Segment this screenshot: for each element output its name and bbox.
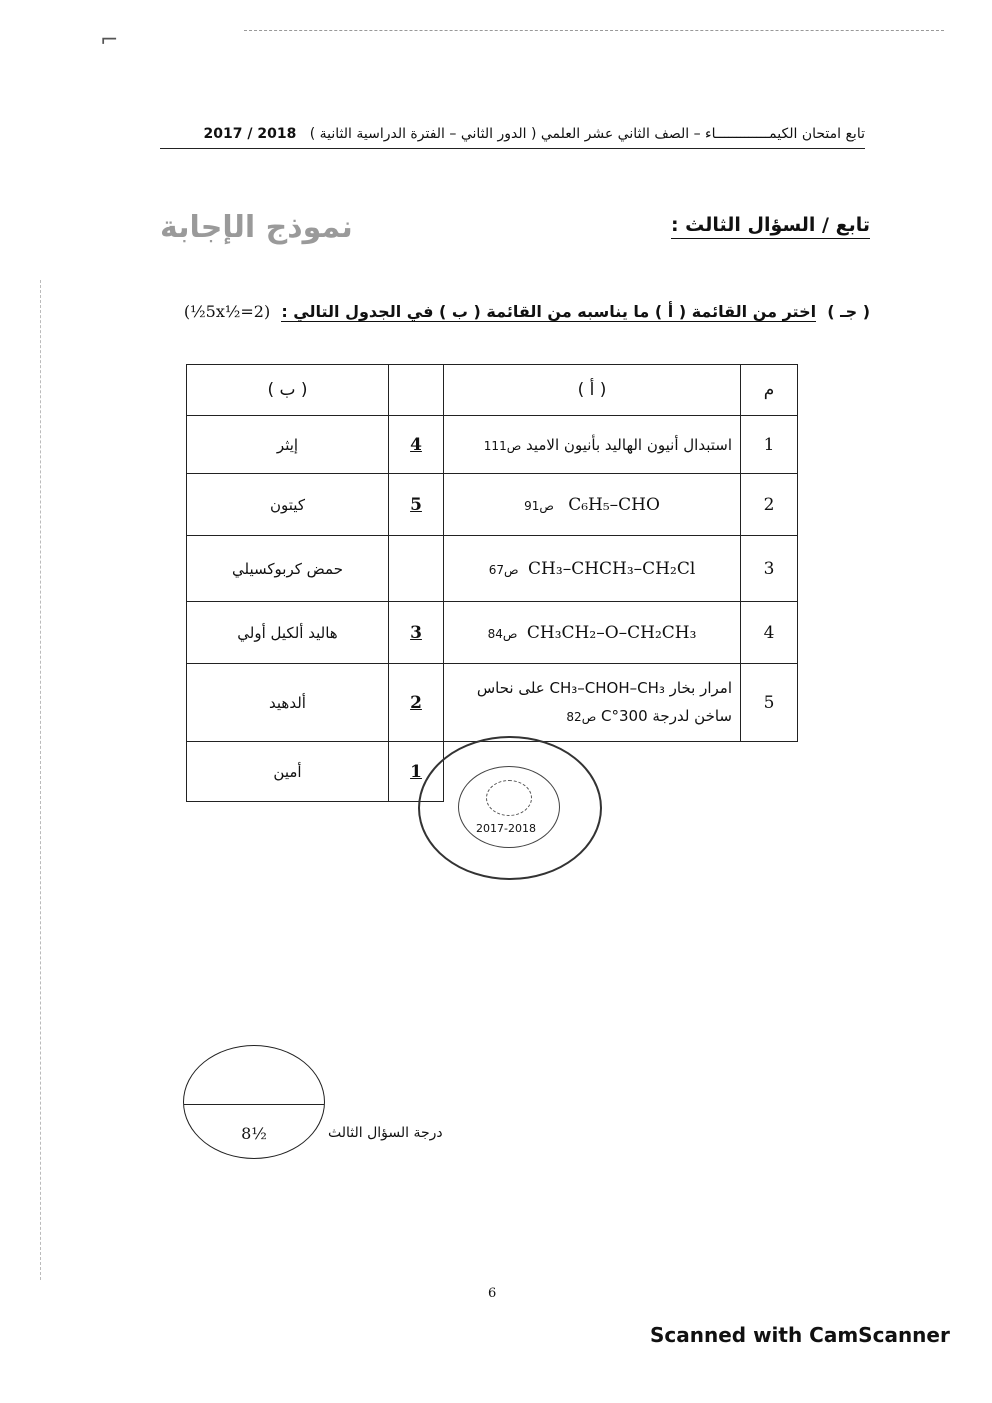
- ministry-stamp: [418, 736, 602, 880]
- table-row: [187, 536, 798, 602]
- instruction-prefix: ( جـ ): [827, 302, 870, 321]
- exam-header: [160, 126, 865, 149]
- row-page-ref: ص84: [487, 626, 518, 641]
- row-answer: 5: [389, 474, 444, 536]
- row-b: أمين: [187, 742, 389, 802]
- table-row: [187, 664, 798, 742]
- row-page-ref: ص82: [566, 710, 597, 724]
- exam-header-text: تابع امتحان الكيمـــــــــــــاء – الصف الثاني عشر العلمي ( الدور الثاني – الفترة الدراسية الثانية ): [309, 126, 865, 142]
- row-answer: 2: [389, 664, 444, 742]
- row-a-formula: C₆H₅–CHO: [568, 494, 660, 515]
- row-a: [444, 474, 741, 536]
- row-a: [444, 664, 741, 742]
- row-answer: 1: [389, 742, 444, 802]
- instruction-score: (5x½=2½): [183, 302, 271, 321]
- header-list-a: ( أ ): [444, 365, 741, 416]
- header-answer: [389, 365, 444, 416]
- instruction: [180, 302, 870, 321]
- row-num: 1: [741, 416, 798, 474]
- row-b: ألدهيد: [187, 664, 389, 742]
- scan-edge-line: [244, 30, 944, 31]
- score-label: درجة السؤال الثالث: [328, 1125, 443, 1141]
- row-a: [444, 416, 741, 474]
- exam-year: 2018 / 2017: [203, 126, 297, 142]
- row-answer: 3: [389, 602, 444, 664]
- row-a: [444, 602, 741, 664]
- row-answer: [389, 536, 444, 602]
- row-b: هاليد ألكيل أولي: [187, 602, 389, 664]
- row-b: إيثر: [187, 416, 389, 474]
- row-a: [444, 536, 741, 602]
- scanner-footer: Scanned with CamScanner: [650, 1323, 950, 1347]
- row-b: كيتون: [187, 474, 389, 536]
- answer-model-title: نموذج الإجابة: [160, 210, 353, 245]
- score-value: 8½: [241, 1124, 267, 1143]
- row-a-text: استبدال أنيون الهاليد بأنيون الاميد: [526, 435, 732, 454]
- table-row: [187, 474, 798, 536]
- section-title: تابع / السؤال الثالث :: [671, 214, 870, 239]
- header-num: م: [741, 365, 798, 416]
- score-circle: [183, 1045, 325, 1159]
- table-header-row: [187, 365, 798, 416]
- page-number: 6: [488, 1286, 497, 1301]
- row-num: 3: [741, 536, 798, 602]
- scan-mark: ⌐: [100, 28, 119, 53]
- row-page-ref: ص91: [524, 498, 554, 513]
- row-page-ref: ص111: [483, 438, 522, 453]
- emblem-icon: [486, 780, 532, 816]
- row-answer: 4: [389, 416, 444, 474]
- row-page-ref: ص67: [488, 562, 519, 577]
- score-divider: [184, 1104, 324, 1105]
- table-row: [187, 602, 798, 664]
- row-num: 4: [741, 602, 798, 664]
- row-num: 2: [741, 474, 798, 536]
- header-list-b: ( ب ): [187, 365, 389, 416]
- scan-edge-line-left: [40, 280, 41, 1280]
- row-num: 5: [741, 664, 798, 742]
- row-a-text: امرار بخار CH₃–CHOH–CH₃ على نحاس ساخن لدرجة 300°C: [476, 679, 732, 725]
- instruction-text: اختر من القائمة ( أ ) ما يناسبه من القائمة ( ب ) في الجدول التالي :: [281, 302, 817, 321]
- table-row: [187, 416, 798, 474]
- row-a-formula: CH₃CH₂–O–CH₂CH₃: [526, 622, 697, 643]
- stamp-year: 2017-2018: [476, 822, 536, 835]
- row-b: حمض كربوكسيلي: [187, 536, 389, 602]
- row-a-formula: CH₃–CHCH₃–CH₂Cl: [528, 558, 696, 579]
